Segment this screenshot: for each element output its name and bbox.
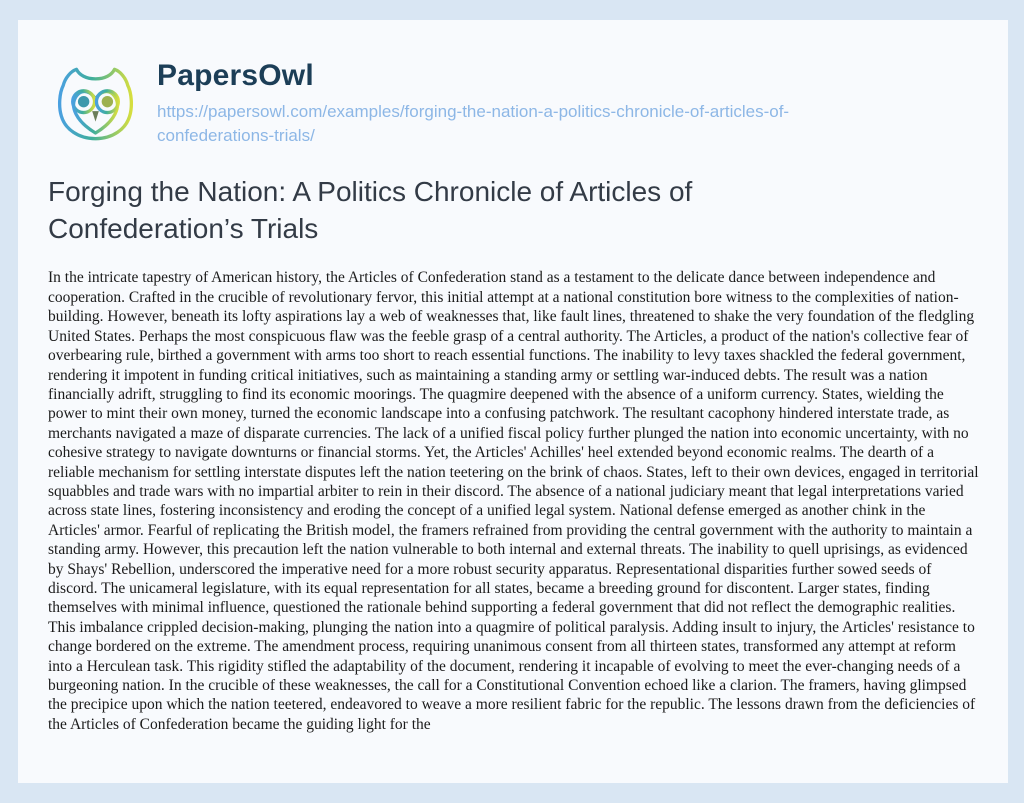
article-url-link[interactable]: https://papersowl.com/examples/forging-the-nation-a-politics-chronicle-of-articles-of-confederations-trials/ — [157, 102, 790, 146]
page-content — [18, 20, 1008, 783]
brand-name: PapersOwl — [157, 59, 314, 92]
site-header — [18, 20, 1008, 152]
article-body-text: In the intricate tapestry of American history, the Articles of Confederation stand as a testament to the delicate dance between independence and cooperation. Crafted in the crucible of revolutionary fervor, this initial attempt at a national constitution bore witness to the complexities of nation-building. However, beneath its lofty aspirations lay a web of weaknesses that, like fault lines, threatened to shake the very foundation of the fledgling United States. Perhaps the most conspicuous flaw was the feeble grasp of a central authority. The Articles, a product of the nation's collective fear of overbearing rule, birthed a government with arms too short to reach essential functions. The inability to levy taxes shackled the federal government, rendering it impotent in funding critical initiatives, such as maintaining a standing army or settling war-induced debts. The result was a nation financially adrift, struggling to find its economic moorings. The quagmire deepened with the absence of a uniform currency. States, wielding the power to mint their own money, turned the economic landscape into a confusing patchwork. The resultant cacophony hindered interstate trade, as merchants navigated a maze of disparate currencies. The lack of a unified fiscal policy further plunged the nation into economic uncertainty, with no cohesive strategy to navigate downturns or financial storms. Yet, the Articles' Achilles' heel extended beyond economic realms. The dearth of a reliable mechanism for settling interstate disputes left the nation teetering on the brink of chaos. States, left to their own devices, engaged in territorial squabbles and trade wars with no impartial arbiter to rein in their discord. The absence of a national judiciary meant that legal interpretations varied across state lines, fostering inconsistency and eroding the concept of a unified legal system. National defense emerged as another chink in the Articles' armor. Fearful of replicating the British model, the framers refrained from providing the central government with the authority to maintain a standing army. However, this precaution left the nation vulnerable to both internal and external threats. The inability to quell uprisings, as evidenced by Shays' Rebellion, underscored the imperative need for a more robust security apparatus. Representational disparities further sowed seeds of discord. The unicameral legislature, with its equal representation for all states, became a breeding ground for discontent. Larger states, finding themselves with minimal influence, questioned the rationale behind supporting a federal government that did not reflect the demographic realities. This imbalance crippled decision-making, plunging the nation into a quagmire of political paralysis. Adding insult to injury, the Articles' resistance to change bordered on the extreme. The amendment process, requiring unanimous consent from all thirteen states, transformed any attempt at reform into a Herculean task. This rigidity stifled the adaptability of the document, rendering it incapable of evolving to meet the ever-changing needs of a burgeoning nation. In the crucible of these weaknesses, the call for a Constitutional Convention echoed like a clarion. The framers, having glimpsed the precipice upon which the nation teetered, endeavored to weave a more resilient fabric for the republic. The lessons drawn from the deficiencies of the Articles of Confederation became the guiding light for the — [48, 269, 979, 733]
owl-beak — [92, 111, 99, 121]
owl-logo-icon — [48, 57, 143, 152]
page-title: Forging the Nation: A Politics Chronicle of Articles of Confederation’s Trials — [48, 176, 693, 245]
brand-block — [157, 57, 872, 148]
owl-right-iris — [102, 96, 113, 107]
owl-left-iris — [78, 96, 89, 107]
